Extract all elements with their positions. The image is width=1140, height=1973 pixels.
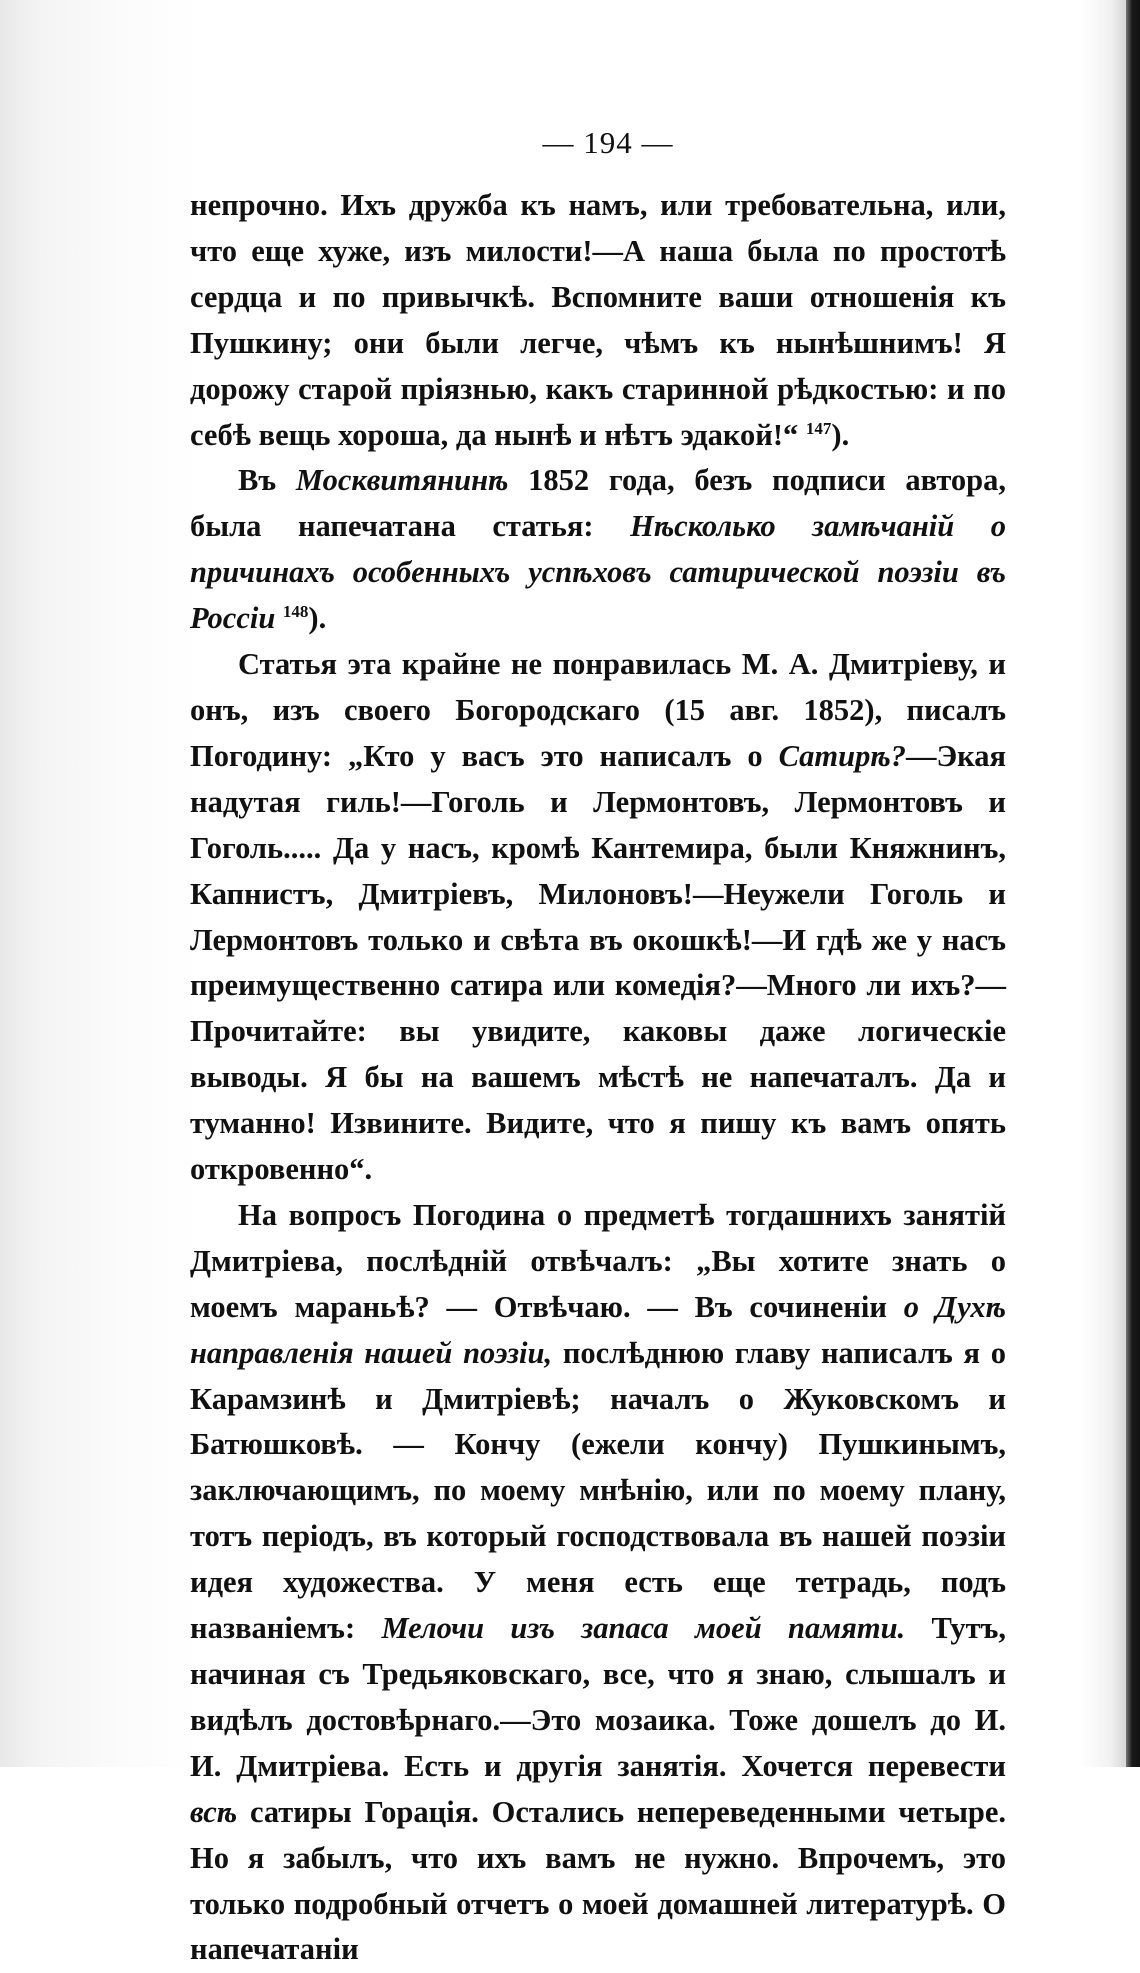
paragraph-1-text: непрочно. Ихъ дружба къ намъ, или требовательна, или, что еще хуже, изъ милости!—А наша была по простотѣ сердца и по привычкѣ. Вспомните ваши отношенія къ Пушкину; они были легче, чѣмъ къ нынѣшнимъ! Я дорожу старой пріязнью, какъ старинной рѣдкостью: и по себѣ вещь хороша, да нынѣ и нѣтъ эдакой!“ xyxy=(190,188,1006,452)
notebook-title: Мелочи изъ запаса моей памяти. xyxy=(381,1611,906,1646)
paragraph-2-text-b: 1852 года, безъ подписи автора, была напечатана статья: xyxy=(190,463,1007,544)
page-edge-shadow xyxy=(1126,0,1140,1767)
page-number: — 194 — xyxy=(542,125,674,160)
all-word: всѣ xyxy=(190,1794,238,1829)
paragraph-4-text-b: послѣднюю главу написалъ я о Карамзинѣ и Дмитріевѣ; началъ о Жуковскомъ и Батюшковѣ. — Кончу (ежели кончу) Пушкинымъ, заключающимъ, по моему мнѣнію, или по моему плану, тотъ періодъ, въ который господствовала въ нашей поэзіи идея художества. У меня есть еще тетрадь, подъ названіемъ: xyxy=(190,1335,1006,1646)
footnote-ref-147: 147 xyxy=(805,418,832,438)
essay-title: о Духѣ направленія нашей поэзіи, xyxy=(190,1289,1007,1370)
paragraph-4-text-c: Тутъ, начиная съ Тредьяковскаго, все, что я знаю, слышалъ и видѣлъ достовѣрнаго.—Это мозаика. Тоже дошелъ до И. И. Дмитріева. Есть и другія занятія. Хочется перевести xyxy=(190,1611,1007,1783)
paragraph-3-text-b: —Экая надутая гиль!—Гоголь и Лермонтовъ, Лермонтовъ и Гоголь..... Да у насъ, кромѣ Кантемира, были Княжнинъ, Капнистъ, Дмитріевъ, Милоновъ!—Неужели Гоголь и Лермонтовъ только и свѣта въ окошкѣ!—И гдѣ же у насъ преимущественно сатира или комедія?—Много ли ихъ?—Прочитайте: вы увидите, каковы даже логическіе выводы. Я бы на вашемъ мѣстѣ не напечаталъ. Да и туманно! Извините. Видите, что я пишу къ вамъ опять откровенно“. xyxy=(190,738,1007,1187)
paragraph-3 xyxy=(190,642,1006,1193)
footnote-ref-148: 148 xyxy=(282,602,309,621)
journal-title: Москвитянинѣ xyxy=(295,463,509,498)
satire-word: Сатирѣ? xyxy=(778,738,906,773)
paragraph-3-text-a: Статья эта крайне не понравилась М. А. Дмитріеву, и онъ, изъ своего Богородскаго (15 авг. 1852), писалъ Погодину: „Кто у васъ это написалъ о xyxy=(190,647,1006,773)
text-block xyxy=(190,125,1006,1973)
paragraph-4-text-d: сатиры Горація. Остались непереведенными четыре. Но я забылъ, что ихъ вамъ не нужно. Впрочемъ, это только подробный отчетъ о моей домашней литературѣ. О напечатаніи xyxy=(190,1794,1007,1967)
paragraph-4-text-a: На вопросъ Погодина о предметѣ тогдашнихъ занятій Дмитріева, послѣдній отвѣчалъ: „Вы хотите знать о моемъ мараньѣ? — Отвѣчаю. — Въ сочиненіи xyxy=(190,1197,1006,1324)
article-title: Нѣсколько замѣчаній о причинахъ особенныхъ успѣховъ сатирической поэзіи въ Россіи xyxy=(190,509,1007,636)
paragraph-2 xyxy=(190,458,1006,642)
paragraph-2-text-a: Въ xyxy=(238,463,277,498)
paragraph-1-end: ). xyxy=(831,417,850,452)
paragraph-2-end: ). xyxy=(308,601,327,636)
paragraph-1 xyxy=(190,183,1006,458)
paragraph-4 xyxy=(190,1193,1006,1973)
